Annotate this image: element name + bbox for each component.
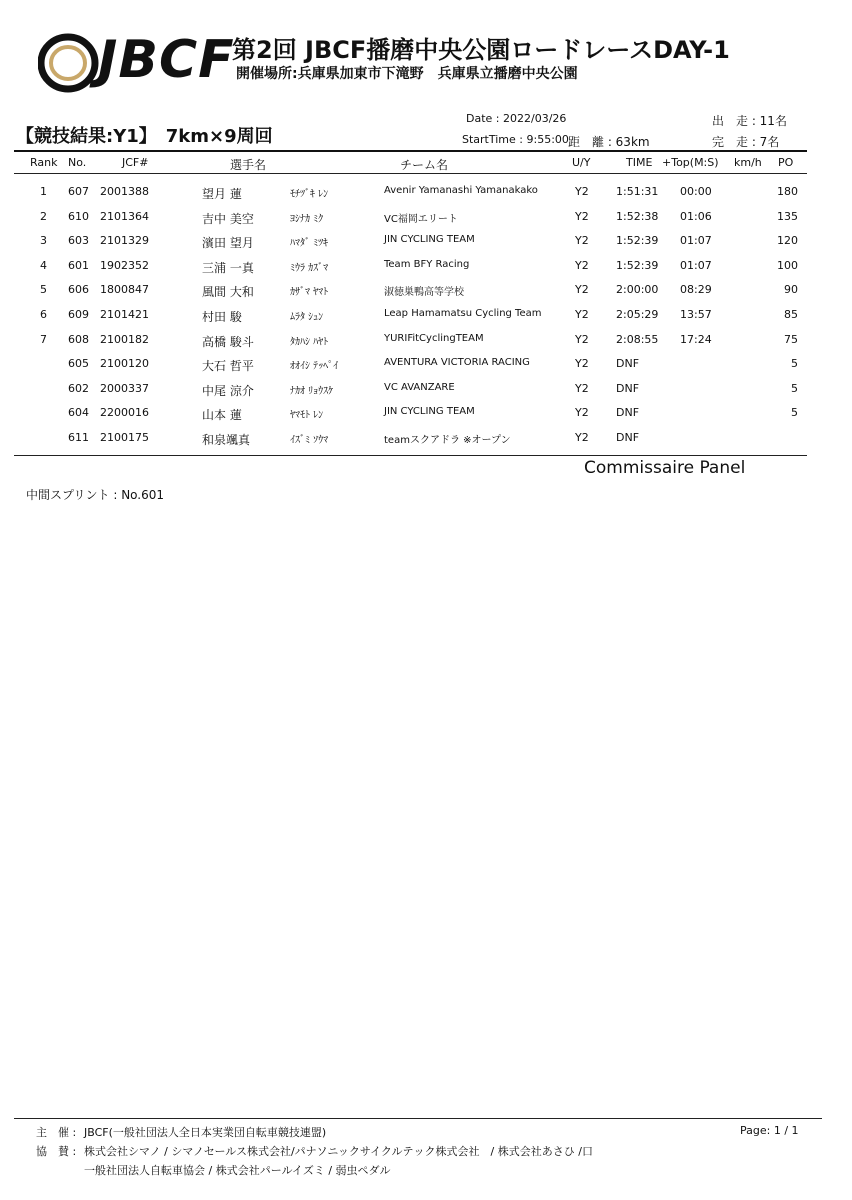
team-name: Avenir Yamanashi Yamanakako [384, 185, 538, 196]
jcf-number: 2101329 [100, 234, 149, 248]
category: Y2 [575, 283, 589, 297]
time-gap: 17:24 [680, 332, 712, 346]
logo-text: JBCF [98, 30, 235, 90]
points: 90 [784, 283, 798, 297]
category: Y2 [575, 332, 589, 346]
rider-name: 村田 駿 [202, 310, 242, 324]
finish-time: 1:52:39 [616, 234, 659, 248]
points: 5 [791, 381, 798, 395]
rider-kana: ﾑﾗﾀ ｼｭﾝ [290, 312, 324, 323]
finish-time: 2:00:00 [616, 283, 659, 297]
rider-kana: ﾔﾏﾓﾄ ﾚﾝ [290, 410, 324, 422]
table-row [0, 229, 852, 253]
page-title: 第2回 JBCF播磨中央公園ロードレースDAY-1 [232, 36, 730, 64]
starters: 出 走 : 11名 [712, 114, 787, 128]
rider-name: 大石 哲平 [202, 359, 254, 374]
points: 100 [777, 258, 798, 272]
points: 120 [777, 234, 798, 248]
category: Y2 [575, 234, 589, 248]
rank: 5 [40, 283, 47, 297]
col-po: PO [778, 156, 794, 169]
sponsor-label: 協 賛 : [36, 1145, 77, 1158]
finish-time: DNF [616, 431, 640, 444]
rider-kana: ﾊﾏﾀﾞ ﾐﾂｷ [290, 238, 329, 250]
col-time: TIME [626, 156, 653, 169]
finish-time: 1:51:31 [616, 185, 659, 198]
rider-name: 濱田 望月 [202, 236, 254, 251]
jcf-number: 2101421 [100, 308, 149, 321]
col-uy: U/Y [572, 156, 591, 169]
race-number: 602 [68, 381, 89, 395]
team-name: Team BFY Racing [384, 258, 470, 270]
start-time: StartTime : 9:55:00 [462, 133, 569, 146]
footer-rule [14, 1118, 822, 1119]
race-number: 605 [68, 357, 89, 371]
col-speed: km/h [734, 156, 762, 169]
category: Y2 [575, 258, 589, 272]
team-name: Leap Hamamatsu Cycling Team [384, 308, 542, 319]
team-name: VC AVANZARE [384, 381, 455, 393]
finish-time: DNF [616, 381, 640, 395]
team-name: VC福岡エリート [384, 213, 458, 225]
finish-time: 2:08:55 [616, 332, 659, 346]
rider-name: 中尾 涼介 [202, 383, 254, 398]
rank: 4 [40, 258, 47, 272]
jcf-number: 2200016 [100, 406, 149, 420]
organizer: JBCF(一般社団法人全日本実業団自転車競技連盟) [84, 1126, 327, 1139]
table-row [0, 180, 852, 204]
jcf-number: 2100182 [100, 332, 149, 346]
page-number: Page: 1 / 1 [740, 1124, 799, 1137]
jcf-number: 1902352 [100, 258, 149, 272]
rider-name: 望月 蓮 [202, 187, 242, 201]
rider-kana: ｶｻﾞﾏ ﾔﾏﾄ [290, 287, 329, 299]
venue: 開催場所:兵庫県加東市下滝野 兵庫県立播磨中央公園 [236, 66, 578, 82]
category: Y2 [575, 209, 589, 223]
race-date: Date : 2022/03/26 [466, 112, 567, 125]
jcf-number: 1800847 [100, 283, 149, 297]
table-row [0, 303, 852, 327]
points: 85 [784, 308, 798, 321]
category: Y2 [575, 431, 589, 444]
table-row [0, 352, 852, 376]
rank: 1 [40, 185, 47, 198]
rank: 7 [40, 332, 47, 346]
race-number: 603 [68, 234, 89, 248]
rider-name: 吉中 美空 [202, 211, 254, 226]
time-gap: 01:07 [680, 234, 712, 248]
jcf-number: 2001388 [100, 185, 149, 198]
points: 75 [784, 332, 798, 346]
points: 5 [791, 406, 798, 420]
category: Y2 [575, 357, 589, 371]
jcf-number: 2100175 [100, 431, 149, 444]
col-rank: Rank [30, 156, 58, 169]
table-row [0, 254, 852, 278]
header-rule [14, 150, 807, 152]
rider-kana: ｲｽﾞﾐ ｿｳﾏ [290, 435, 329, 446]
team-name: 淑徳巣鴨高等学校 [384, 287, 464, 299]
jcf-number: 2101364 [100, 209, 149, 223]
rider-name: 和泉颯真 [202, 433, 251, 447]
race-number: 607 [68, 185, 89, 198]
table-row [0, 278, 852, 302]
table-row [0, 426, 852, 450]
finish-time: 1:52:38 [616, 209, 659, 223]
col-no: No. [68, 156, 87, 169]
category: Y2 [575, 406, 589, 420]
organizer-label: 主 催 : [36, 1126, 77, 1139]
time-gap: 08:29 [680, 283, 712, 297]
team-name: JIN CYCLING TEAM [384, 406, 475, 418]
team-name: teamスクアドラ ※オープン [384, 435, 511, 446]
col-team: チーム名 [400, 158, 449, 172]
rider-name: 山本 蓮 [202, 408, 242, 423]
race-number: 611 [68, 431, 89, 444]
race-number: 601 [68, 258, 89, 272]
team-name: YURIFitCyclingTEAM [384, 332, 484, 344]
time-gap: 13:57 [680, 308, 712, 321]
race-number: 609 [68, 308, 89, 321]
jcf-number: 2100120 [100, 357, 149, 371]
sponsors-line2: 一般社団法人自転車協会 / 株式会社パールイズミ / 弱虫ペダル [84, 1164, 391, 1177]
team-name: AVENTURA VICTORIA RACING [384, 357, 530, 369]
race-number: 604 [68, 406, 89, 420]
category: Y2 [575, 381, 589, 395]
result-title: 【競技結果:Y1】 7km×9周回 [16, 126, 273, 147]
rider-name: 高橋 駿斗 [202, 334, 254, 349]
finish-time: DNF [616, 357, 640, 371]
time-gap: 01:07 [680, 258, 712, 272]
rider-kana: ﾖｼﾅｶ ﾐｸ [290, 213, 324, 225]
table-row [0, 377, 852, 401]
table-row [0, 401, 852, 425]
finish-time: 1:52:39 [616, 258, 659, 272]
sponsors-line1: 株式会社シマノ / シマノセールス株式会社/パナソニックサイクルテック株式会社 / 株式会社あさひ /口 [84, 1145, 593, 1158]
rider-kana: ﾓﾁﾂﾞｷ ﾚﾝ [290, 189, 329, 200]
finish-time: 2:05:29 [616, 308, 659, 321]
category: Y2 [575, 185, 589, 198]
rank: 6 [40, 308, 47, 321]
time-gap: 00:00 [680, 185, 712, 198]
intermediate-sprint: 中間スプリント : No.601 [26, 488, 165, 502]
rider-name: 風間 大和 [202, 285, 254, 300]
team-name: JIN CYCLING TEAM [384, 234, 475, 246]
points: 180 [777, 185, 798, 198]
table-row [0, 328, 852, 352]
col-gap: +Top(M:S) [662, 156, 719, 169]
table-row [0, 205, 852, 229]
col-name: 選手名 [230, 158, 267, 172]
jcf-number: 2000337 [100, 381, 149, 395]
category: Y2 [575, 308, 589, 321]
rider-kana: ﾀｶﾊｼ ﾊﾔﾄ [290, 336, 329, 348]
race-number: 608 [68, 332, 89, 346]
points: 135 [777, 209, 798, 223]
rider-kana: ﾐｳﾗ ｶｽﾞﾏ [290, 262, 329, 274]
race-number: 610 [68, 209, 89, 223]
rank: 2 [40, 209, 47, 223]
commissaire-panel: Commissaire Panel [584, 458, 746, 478]
time-gap: 01:06 [680, 209, 712, 223]
finish-time: DNF [616, 406, 640, 420]
rank: 3 [40, 234, 47, 248]
table-bottom-rule [14, 455, 807, 456]
rider-name: 三浦 一真 [202, 260, 254, 275]
rider-kana: ﾅｶｵ ﾘｮｳｽｹ [290, 385, 334, 397]
points: 5 [791, 357, 798, 371]
distance: 距 離 : 63km [568, 135, 650, 149]
rider-kana: ｵｵｲｼ ﾃｯﾍﾟｲ [290, 361, 339, 373]
race-number: 606 [68, 283, 89, 297]
table-header-rule [14, 173, 807, 174]
finishers: 完 走 : 7名 [712, 135, 780, 149]
col-jcf: JCF# [122, 156, 149, 169]
